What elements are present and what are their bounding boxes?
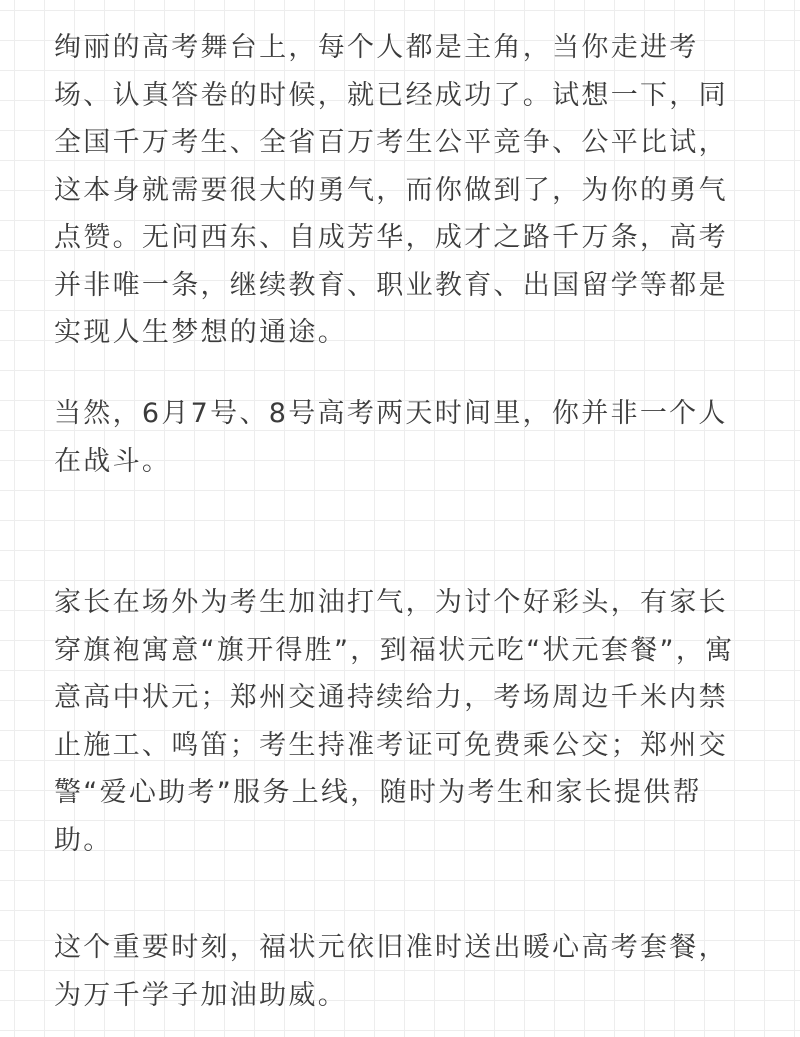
paragraph-not-alone: 当然，6月7号、8号高考两天时间里，你并非一个人在战斗。: [54, 398, 728, 477]
article-body: [54, 24, 754, 1019]
paragraph-support: 家长在场外为考生加油打气，为讨个好彩头，有家长穿旗袍寓意“旗开得胜”，到福状元吃“状元套餐”，寓意高中状元；郑州交通持续给力，考场周边千米内禁止施工、鸣笛；考生持准考证可免费乘公交；郑州交警“爱心助考”服务上线，随时为考生和家长提供帮助。: [54, 587, 735, 856]
paragraph-exam-meal: 这个重要时刻，福状元依旧准时送出暖心高考套餐，为万千学子加油助威。: [54, 932, 728, 1011]
paragraph-exam-stage: 绚丽的高考舞台上，每个人都是主角，当你走进考场、认真答卷的时候，就已经成功了。试想一下，同全国千万考生、全省百万考生公平竞争、公平比试，这本身就需要很大的勇气，而你做到了，为你的勇气点赞。无问西东、自成芳华，成才之路千万条，高考并非唯一条，继续教育、职业教育、出国留学等都是实现人生梦想的通途。: [54, 32, 728, 348]
